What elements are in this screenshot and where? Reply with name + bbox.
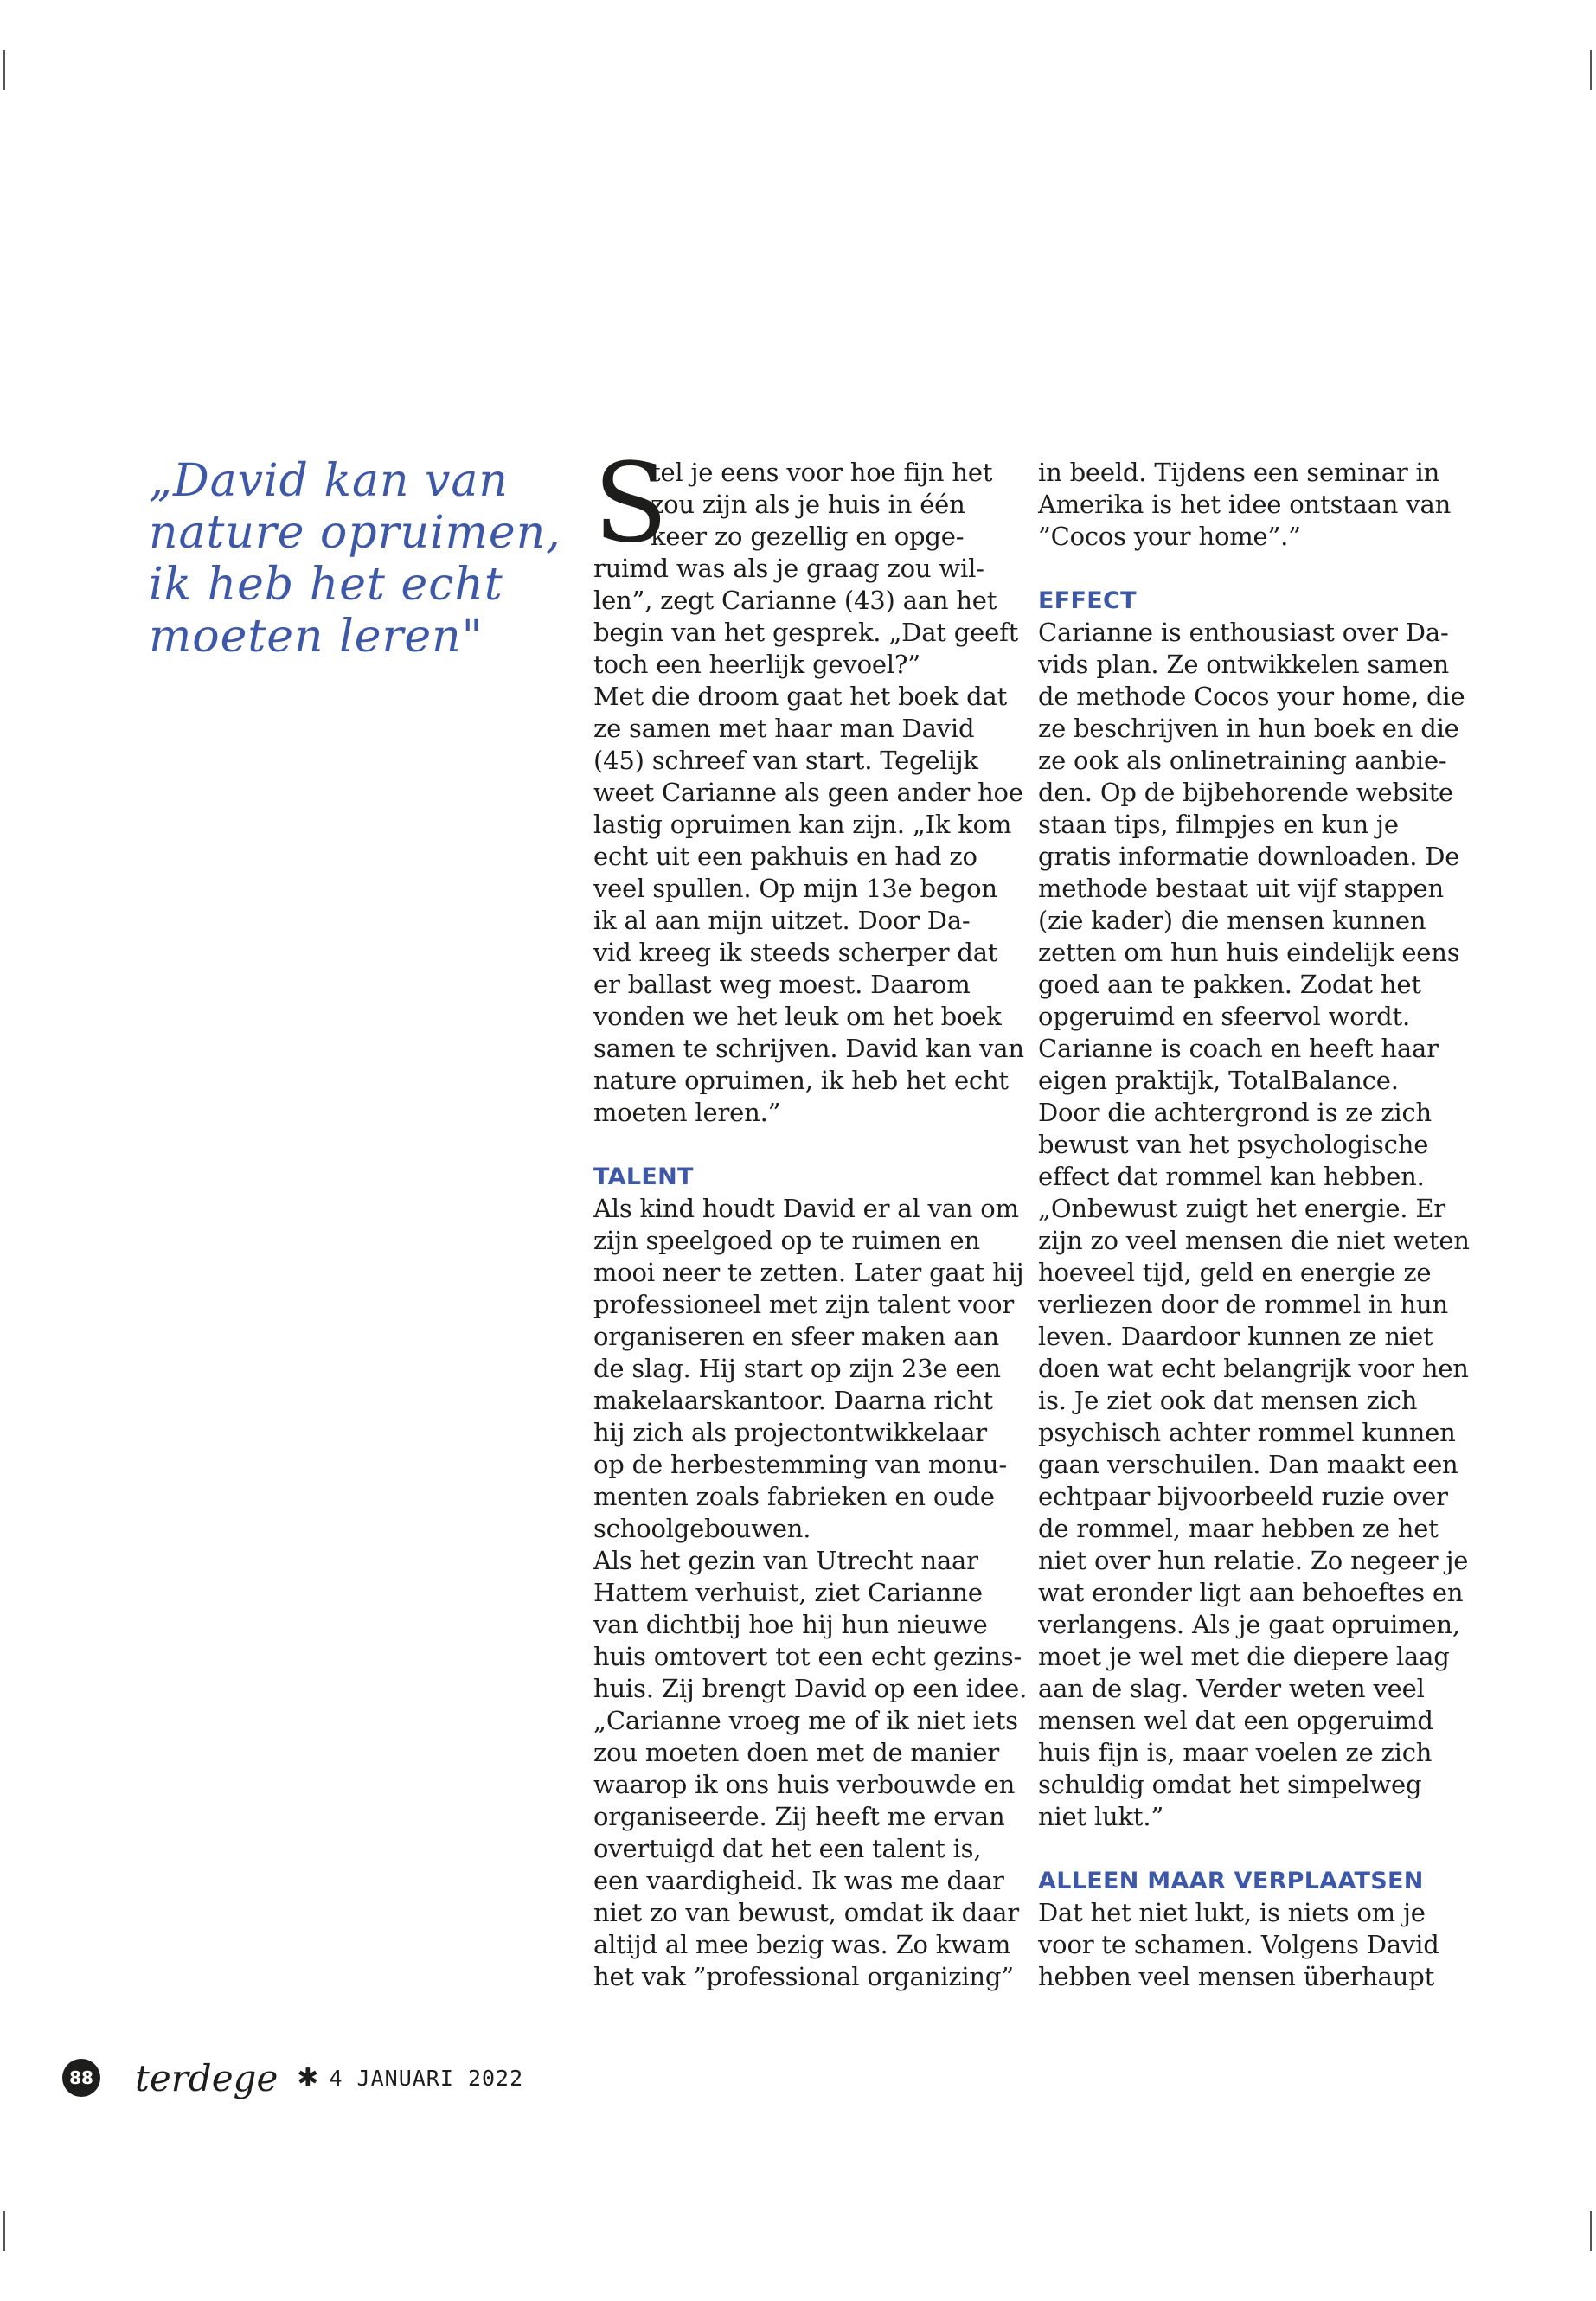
text-line: makelaarskantoor. Daarna richt (593, 1386, 993, 1415)
crop-mark-top-right (1590, 50, 1592, 90)
text-line: ze samen met haar man David (593, 714, 975, 743)
text-line: overtuigd dat het een talent is, (593, 1834, 982, 1863)
text-line: Carianne is enthousiast over Da- (1038, 618, 1449, 647)
text-line: toch een heerlijk gevoel?” (593, 650, 920, 679)
asterisk-icon: ✱ (297, 2062, 319, 2093)
text-line: menten zoals fabrieken en oude (593, 1482, 995, 1511)
text-line: den. Op de bijbehorende website (1038, 778, 1454, 807)
drop-cap: S (593, 439, 669, 567)
pull-quote-line: ik heb het echt (149, 559, 503, 611)
text-line: zou moeten doen met de manier (593, 1738, 999, 1767)
text-line: ruimd was als je graag zou wil- (593, 554, 984, 583)
text-line: Met die droom gaat het boek dat (593, 682, 1008, 711)
text-line: is. Je ziet ook dat mensen zich (1038, 1386, 1418, 1415)
text-line: verliezen door de rommel in hun (1038, 1290, 1448, 1319)
text-line: Als het gezin van Utrecht naar (593, 1546, 978, 1575)
effect-paragraph (1038, 617, 1470, 1833)
text-line: effect dat rommel kan hebben. (1038, 1162, 1425, 1191)
text-line: begin van het gesprek. „Dat geeft (593, 618, 1019, 647)
text-line: echt uit een pakhuis en had zo (593, 842, 977, 871)
text-line: ze beschrijven in hun boek en die (1038, 714, 1459, 743)
text-line: len”, zegt Carianne (43) aan het (593, 586, 997, 615)
text-line: het vak ”professional organizing” (593, 1962, 1014, 1991)
text-line: weet Carianne als geen ander hoe (593, 778, 1023, 807)
text-line: de slag. Hij start op zijn 23e een (593, 1354, 1001, 1383)
text-line: veel spullen. Op mijn 13e begon (593, 874, 997, 903)
text-line: huis omtovert tot een echt gezins- (593, 1642, 1022, 1671)
text-line: hij zich als projectontwikkelaar (593, 1418, 987, 1447)
text-line: organiseren en sfeer maken aan (593, 1322, 999, 1351)
text-line: echtpaar bijvoorbeeld ruzie over (1038, 1482, 1448, 1511)
text-line: vids plan. Ze ontwikkelen samen (1038, 650, 1449, 679)
section-heading-talent: TALENT (593, 1163, 694, 1190)
text-line: ik al aan mijn uitzet. Door Da- (593, 906, 971, 935)
text-line: niet zo van bewust, omdat ik daar (593, 1898, 1019, 1927)
text-line: bewust van het psychologische (1038, 1130, 1429, 1159)
text-line: zetten om hun huis eindelijk eens (1038, 938, 1460, 967)
intro-paragraph (593, 553, 1024, 1129)
verplaatsen-paragraph (1038, 1897, 1450, 1993)
text-line: gaan verschuilen. Dan maakt een (1038, 1450, 1458, 1479)
text-line: ze ook als onlinetraining aanbie- (1038, 746, 1447, 775)
text-line: keer zo gezellig en opge- (651, 522, 965, 551)
text-line: Dat het niet lukt, is niets om je (1038, 1898, 1426, 1927)
text-line: samen te schrijven. David kan van (593, 1034, 1024, 1063)
crop-mark-bottom-right (1590, 2211, 1592, 2251)
text-line: een vaardigheid. Ik was me daar (593, 1866, 1004, 1895)
text-line: aan de slag. Verder weten veel (1038, 1674, 1425, 1703)
text-line: (45) schreef van start. Tegelijk (593, 746, 978, 775)
text-line: zijn speelgoed op te ruimen en (593, 1226, 980, 1255)
text-line: altijd al mee bezig was. Zo kwam (593, 1930, 1011, 1959)
text-line: gratis informatie downloaden. De (1038, 842, 1460, 871)
text-line: huis. Zij brengt David op een idee. (593, 1674, 1028, 1703)
page-footer (62, 2054, 523, 2102)
text-line: moeten leren.” (593, 1098, 781, 1127)
text-line: vid kreeg ik steeds scherper dat (593, 938, 998, 967)
text-line: de methode Cocos your home, die (1038, 682, 1465, 711)
text-line: van dichtbij hoe hij hun nieuwe (593, 1610, 988, 1639)
crop-mark-bottom-left (3, 2211, 5, 2251)
pull-quote-line: moeten leren" (149, 611, 484, 663)
text-line: verlangens. Als je gaat opruimen, (1038, 1610, 1460, 1639)
text-line: hebben veel mensen überhaupt (1038, 1962, 1435, 1991)
text-line: Amerika is het idee ontstaan van (1038, 490, 1452, 519)
text-line: organiseerde. Zij heeft me ervan (593, 1802, 1005, 1831)
text-line: doen wat echt belangrijk voor hen (1038, 1354, 1469, 1383)
text-line: waarop ik ons huis verbouwde en (593, 1770, 1016, 1799)
text-line: hoeveel tijd, geld en energie ze (1038, 1258, 1432, 1287)
text-line: methode bestaat uit vijf stappen (1038, 874, 1444, 903)
text-line: mensen wel dat een opgeruimd (1038, 1706, 1433, 1735)
page-number-badge: 88 (62, 2059, 100, 2097)
text-line: in beeld. Tijdens een seminar in (1038, 458, 1440, 487)
text-line: op de herbestemming van monu- (593, 1450, 1007, 1479)
article-column-2 (1038, 457, 1470, 1993)
text-line: zou zijn als je huis in één (651, 490, 965, 519)
pull-quote (149, 455, 564, 663)
text-line: schuldig omdat het simpelweg (1038, 1770, 1422, 1799)
text-line: eigen praktijk, TotalBalance. (1038, 1066, 1399, 1095)
magazine-logo: terdege (135, 2056, 279, 2099)
pull-quote-line: „David kan van (149, 455, 509, 507)
text-line: nature opruimen, ik heb het echt (593, 1066, 1009, 1095)
article-column-1 (593, 439, 1028, 1993)
text-line: Door die achtergrond is ze zich (1038, 1098, 1433, 1127)
text-line: goed aan te pakken. Zodat het (1038, 970, 1421, 999)
text-line: vonden we het leuk om het boek (593, 1002, 1002, 1031)
text-line: professioneel met zijn talent voor (593, 1290, 1015, 1319)
text-line: psychisch achter rommel kunnen (1038, 1418, 1456, 1447)
crop-mark-top-left (3, 50, 5, 90)
issue-date: 4 JANUARI 2022 (329, 2065, 524, 2091)
text-line: ”Cocos your home”.” (1038, 522, 1301, 551)
text-line: lastig opruimen kan zijn. „Ik kom (593, 810, 1012, 839)
text-line: niet over hun relatie. Zo negeer je (1038, 1546, 1469, 1575)
text-line: tel je eens voor hoe fijn het (651, 458, 993, 487)
text-line: de rommel, maar hebben ze het (1038, 1514, 1439, 1543)
text-line: schoolgebouwen. (593, 1514, 811, 1543)
text-line: Hattem verhuist, ziet Carianne (593, 1578, 983, 1607)
text-line: wat eronder ligt aan behoeftes en (1038, 1578, 1464, 1607)
text-line: mooi neer te zetten. Later gaat hij (593, 1258, 1024, 1287)
section-heading-effect: EFFECT (1038, 587, 1137, 614)
text-line: niet lukt.” (1038, 1802, 1164, 1831)
section-heading-verplaatsen: ALLEEN MAAR VERPLAATSEN (1038, 1868, 1424, 1894)
text-line: moet je wel met die diepere laag (1038, 1642, 1450, 1671)
text-line: Carianne is coach en heeft haar (1038, 1034, 1439, 1063)
text-line: opgeruimd en sfeervol wordt. (1038, 1002, 1411, 1031)
continued-paragraph (1038, 457, 1450, 553)
text-line: Als kind houdt David er al van om (593, 1194, 1019, 1223)
text-line: „Onbewust zuigt het energie. Er (1038, 1194, 1445, 1223)
text-line: zijn zo veel mensen die niet weten (1038, 1226, 1470, 1255)
text-line: „Carianne vroeg me of ik niet iets (593, 1706, 1018, 1735)
text-line: huis fijn is, maar voelen ze zich (1038, 1738, 1433, 1767)
pull-quote-line: nature opruimen, (149, 507, 561, 559)
text-line: (zie kader) die mensen kunnen (1038, 906, 1426, 935)
text-line: er ballast weg moest. Daarom (593, 970, 971, 999)
text-line: staan tips, filmpjes en kun je (1038, 810, 1399, 839)
text-line: voor te schamen. Volgens David (1038, 1930, 1439, 1959)
text-line: leven. Daardoor kunnen ze niet (1038, 1322, 1433, 1351)
talent-paragraph (593, 1193, 1028, 1993)
